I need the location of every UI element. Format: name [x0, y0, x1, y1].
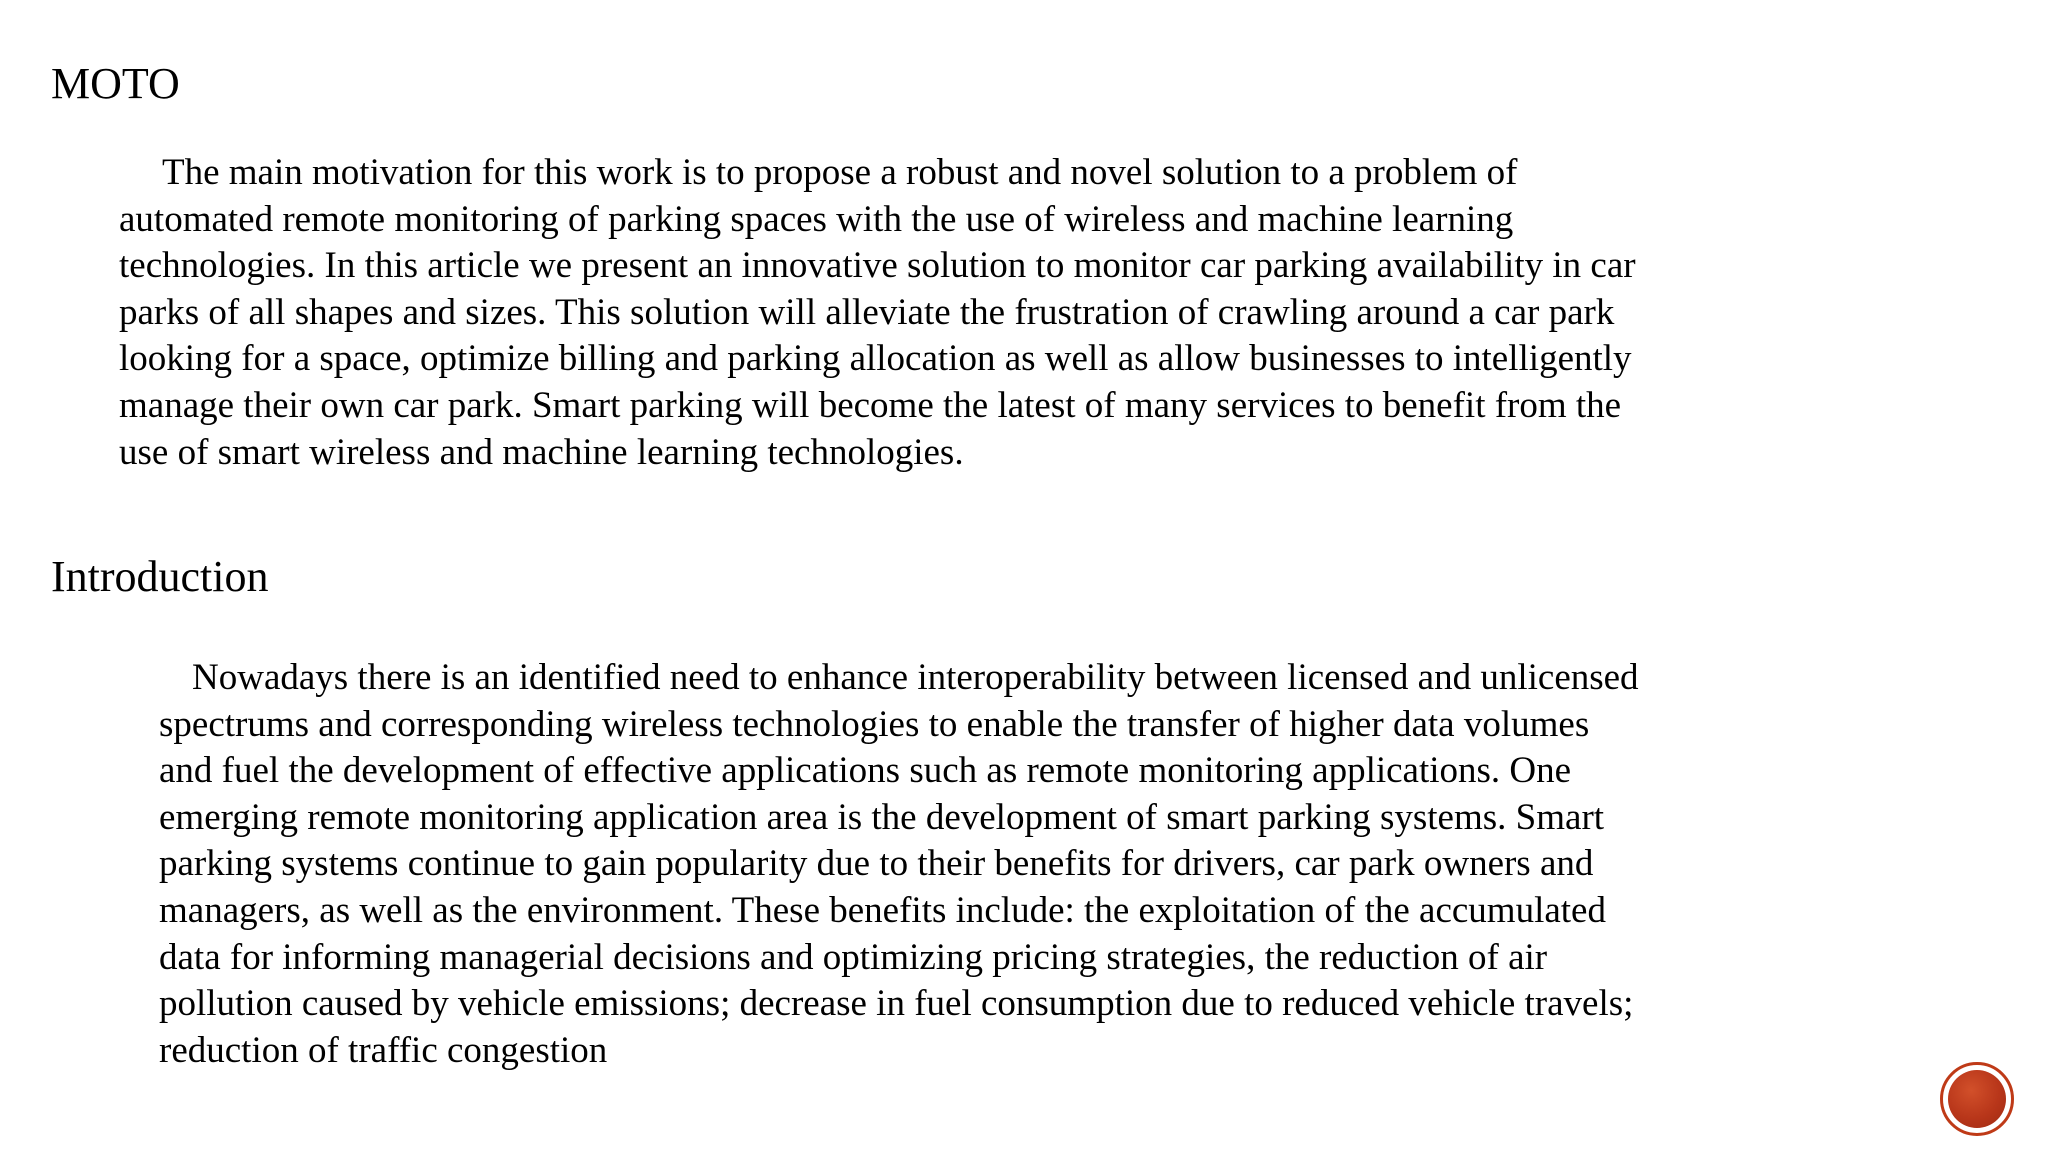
text-line: parks of all shapes and sizes. This solution will alleviate the frustration of crawling around a car park — [119, 291, 1615, 333]
text-line: The main motivation for this work is to propose a robust and novel solution to a problem of — [162, 152, 1518, 193]
text-line: data for informing managerial decisions and optimizing pricing strategies, the reduction of air — [159, 936, 1548, 978]
paragraph-introduction — [159, 655, 1999, 1074]
red-circle-fill — [1948, 1070, 2006, 1128]
red-circle-icon[interactable] — [1940, 1062, 2014, 1136]
text-line: and fuel the development of effective applications such as remote monitoring applications. One — [159, 750, 1572, 792]
paragraph-moto — [119, 150, 1999, 476]
text-line: looking for a space, optimize billing and parking allocation as well as allow businesses to intelligently — [119, 338, 1632, 380]
text-line: reduction of traffic congestion — [159, 1029, 608, 1071]
text-line: spectrums and corresponding wireless technologies to enable the transfer of higher data volumes — [159, 703, 1590, 745]
text-line: automated remote monitoring of parking spaces with the use of wireless and machine learning — [119, 198, 1514, 240]
heading-introduction: Introduction — [51, 552, 269, 601]
heading-moto: MOTO — [51, 59, 180, 108]
text-line: use of smart wireless and machine learning technologies. — [119, 431, 964, 473]
text-line: manage their own car park. Smart parking will become the latest of many services to benefit from the — [119, 384, 1622, 426]
text-line: pollution caused by vehicle emissions; decrease in fuel consumption due to reduced vehicle travels; — [159, 983, 1634, 1025]
text-line: emerging remote monitoring application area is the development of smart parking systems. Smart — [159, 796, 1605, 838]
text-line: parking systems continue to gain popularity due to their benefits for drivers, car park owners and — [159, 843, 1594, 885]
text-line: Nowadays there is an identified need to enhance interoperability between licensed and unlicensed — [192, 657, 1639, 698]
text-line: technologies. In this article we present an innovative solution to monitor car parking availability in car — [119, 245, 1636, 287]
text-line: managers, as well as the environment. These benefits include: the exploitation of the accumulated — [159, 889, 1606, 931]
